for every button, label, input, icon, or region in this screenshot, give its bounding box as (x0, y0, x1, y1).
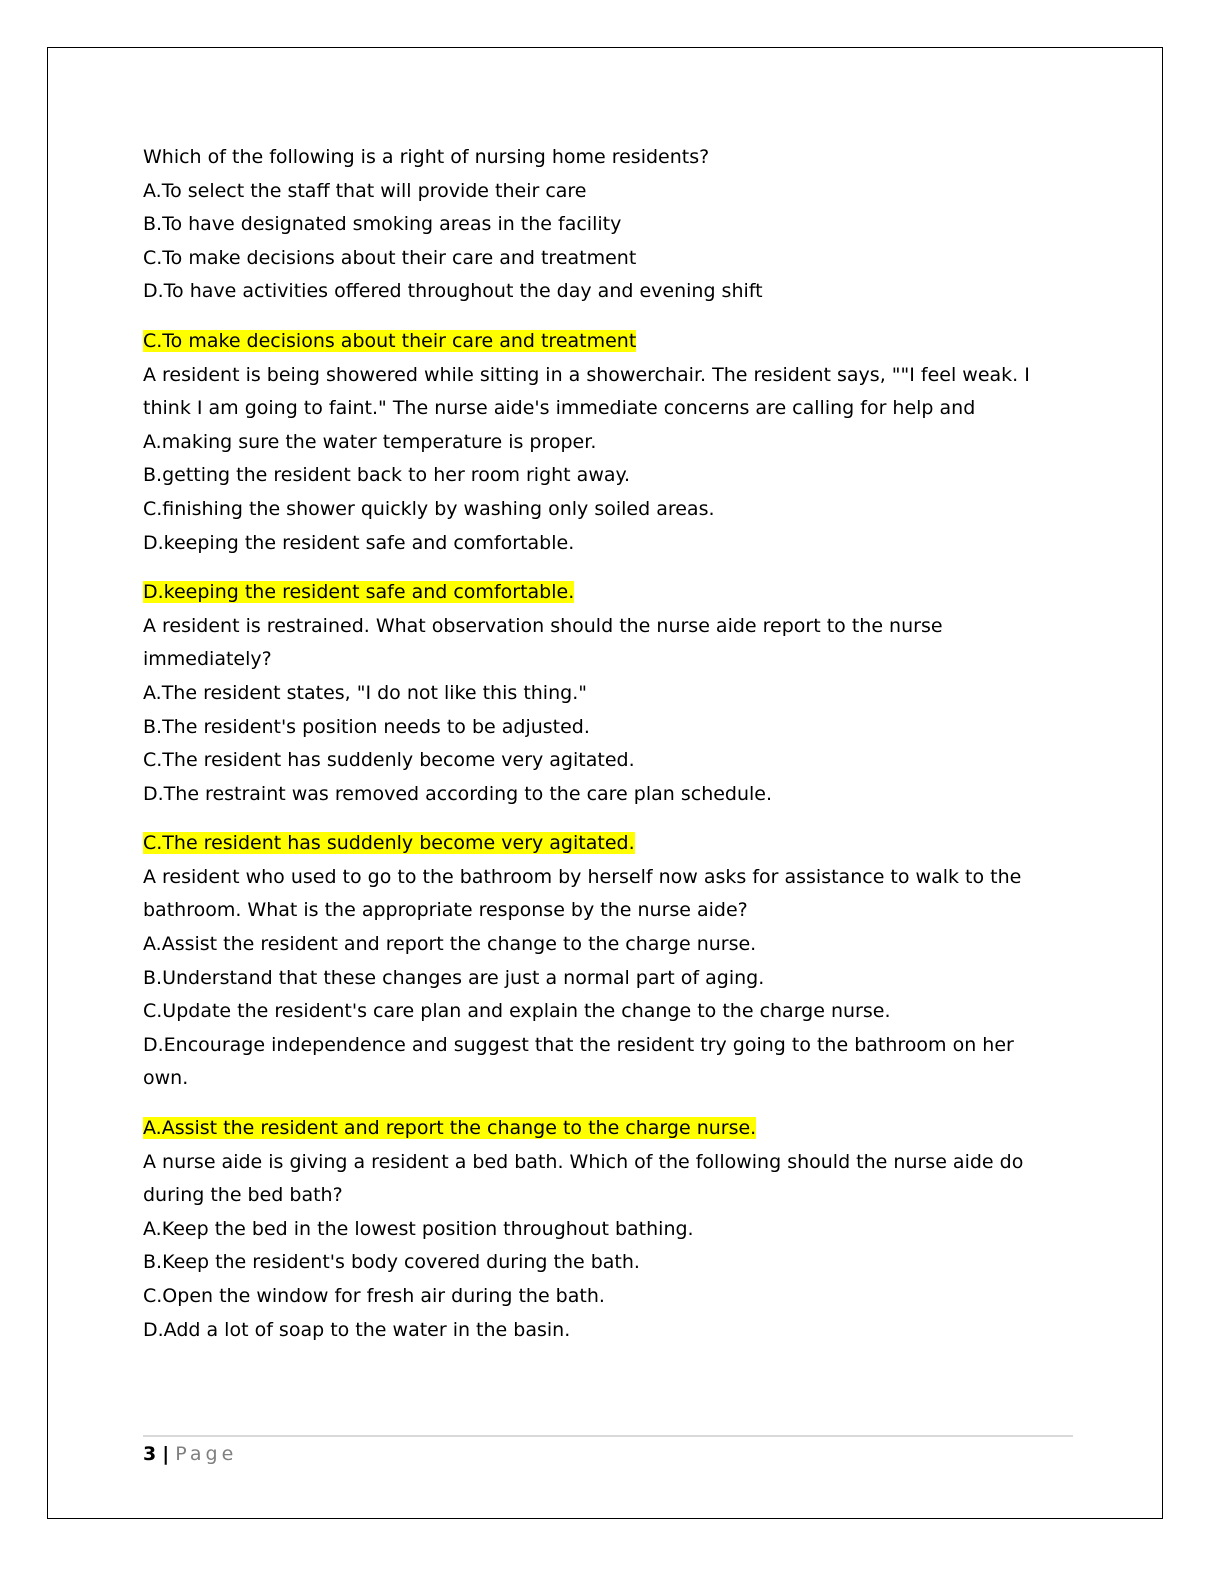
question-2-option-d: D.keeping the resident safe and comfortable. (143, 531, 575, 554)
question-3-line-2: immediately? (143, 648, 272, 671)
question-4-option-d-continued: own. (143, 1067, 189, 1090)
question-5-option-c: C.Open the window for fresh air during the bath. (143, 1285, 605, 1307)
question-5-option-a: A.Keep the bed in the lowest position throughout bathing. (143, 1217, 694, 1240)
question-4-option-d: D.Encourage independence and suggest that the resident try going to the bathroom on her (143, 1033, 1014, 1056)
question-3-line-1: A resident is restrained. What observation should the nurse aide report to the nurse (143, 614, 943, 637)
question-1-line-1: Which of the following is a right of nursing home residents? (143, 146, 710, 168)
question-3-option-a: A.The resident states, "I do not like this thing." (143, 681, 587, 704)
question-block-5 (143, 1146, 1043, 1348)
document-content (143, 141, 1043, 1363)
question-block-3 (143, 610, 1043, 812)
question-1-option-d: D.To have activities offered throughout the day and evening shift (143, 280, 763, 303)
answer-4 (143, 1112, 1043, 1146)
question-block-4 (143, 861, 1043, 1096)
answer-3-highlight: C.The resident has suddenly become very agitated. (143, 832, 635, 855)
question-2-option-b: B.getting the resident back to her room right away. (143, 464, 631, 487)
question-4-option-a: A.Assist the resident and report the change to the charge nurse. (143, 933, 757, 956)
question-2-line-1: A resident is being showered while sitting in a showerchair. The resident says, ""I feel weak. I (143, 363, 1030, 386)
footer-rule (143, 1435, 1073, 1437)
page-label: Page (175, 1443, 238, 1465)
question-4-option-b: B.Understand that these changes are just a normal part of aging. (143, 966, 765, 989)
question-4-line-1: A resident who used to go to the bathroom by herself now asks for assistance to walk to the (143, 865, 1022, 888)
question-3-option-d: D.The restraint was removed according to the care plan schedule. (143, 782, 773, 805)
question-2-option-c: C.finishing the shower quickly by washing only soiled areas. (143, 497, 715, 520)
answer-2-highlight: D.keeping the resident safe and comfortable. (143, 581, 575, 604)
question-2-line-2: think I am going to faint." The nurse aide's immediate concerns are calling for help and (143, 397, 976, 420)
answer-3 (143, 827, 1043, 861)
question-3-option-b: B.The resident's position needs to be adjusted. (143, 715, 590, 738)
question-block-2 (143, 359, 1043, 561)
question-4-line-2: bathroom. What is the appropriate response by the nurse aide? (143, 899, 748, 922)
question-2-option-a: A.making sure the water temperature is proper. (143, 430, 597, 453)
question-1-option-b: B.To have designated smoking areas in the facility (143, 213, 622, 236)
answer-1-highlight: C.To make decisions about their care and treatment (143, 329, 637, 352)
question-block-1 (143, 141, 1043, 309)
question-5-option-d: D.Add a lot of soap to the water in the basin. (143, 1318, 571, 1341)
question-5-option-b: B.Keep the resident's body covered during the bath. (143, 1251, 640, 1274)
answer-1 (143, 325, 1043, 359)
page-number: 3 (143, 1443, 157, 1465)
answer-4-highlight: A.Assist the resident and report the change to the charge nurse. (143, 1117, 757, 1140)
question-5-line-1: A nurse aide is giving a resident a bed bath. Which of the following should the nurse aide do (143, 1150, 1024, 1173)
question-5-line-2: during the bed bath? (143, 1184, 343, 1207)
page-footer (143, 1440, 237, 1468)
question-1-option-a: A.To select the staff that will provide their care (143, 179, 587, 202)
question-4-option-c: C.Update the resident's care plan and explain the change to the charge nurse. (143, 1000, 891, 1023)
question-1-option-c: C.To make decisions about their care and treatment (143, 246, 637, 269)
footer-separator: | (162, 1443, 170, 1465)
answer-2 (143, 576, 1043, 610)
question-3-option-c: C.The resident has suddenly become very agitated. (143, 749, 635, 772)
